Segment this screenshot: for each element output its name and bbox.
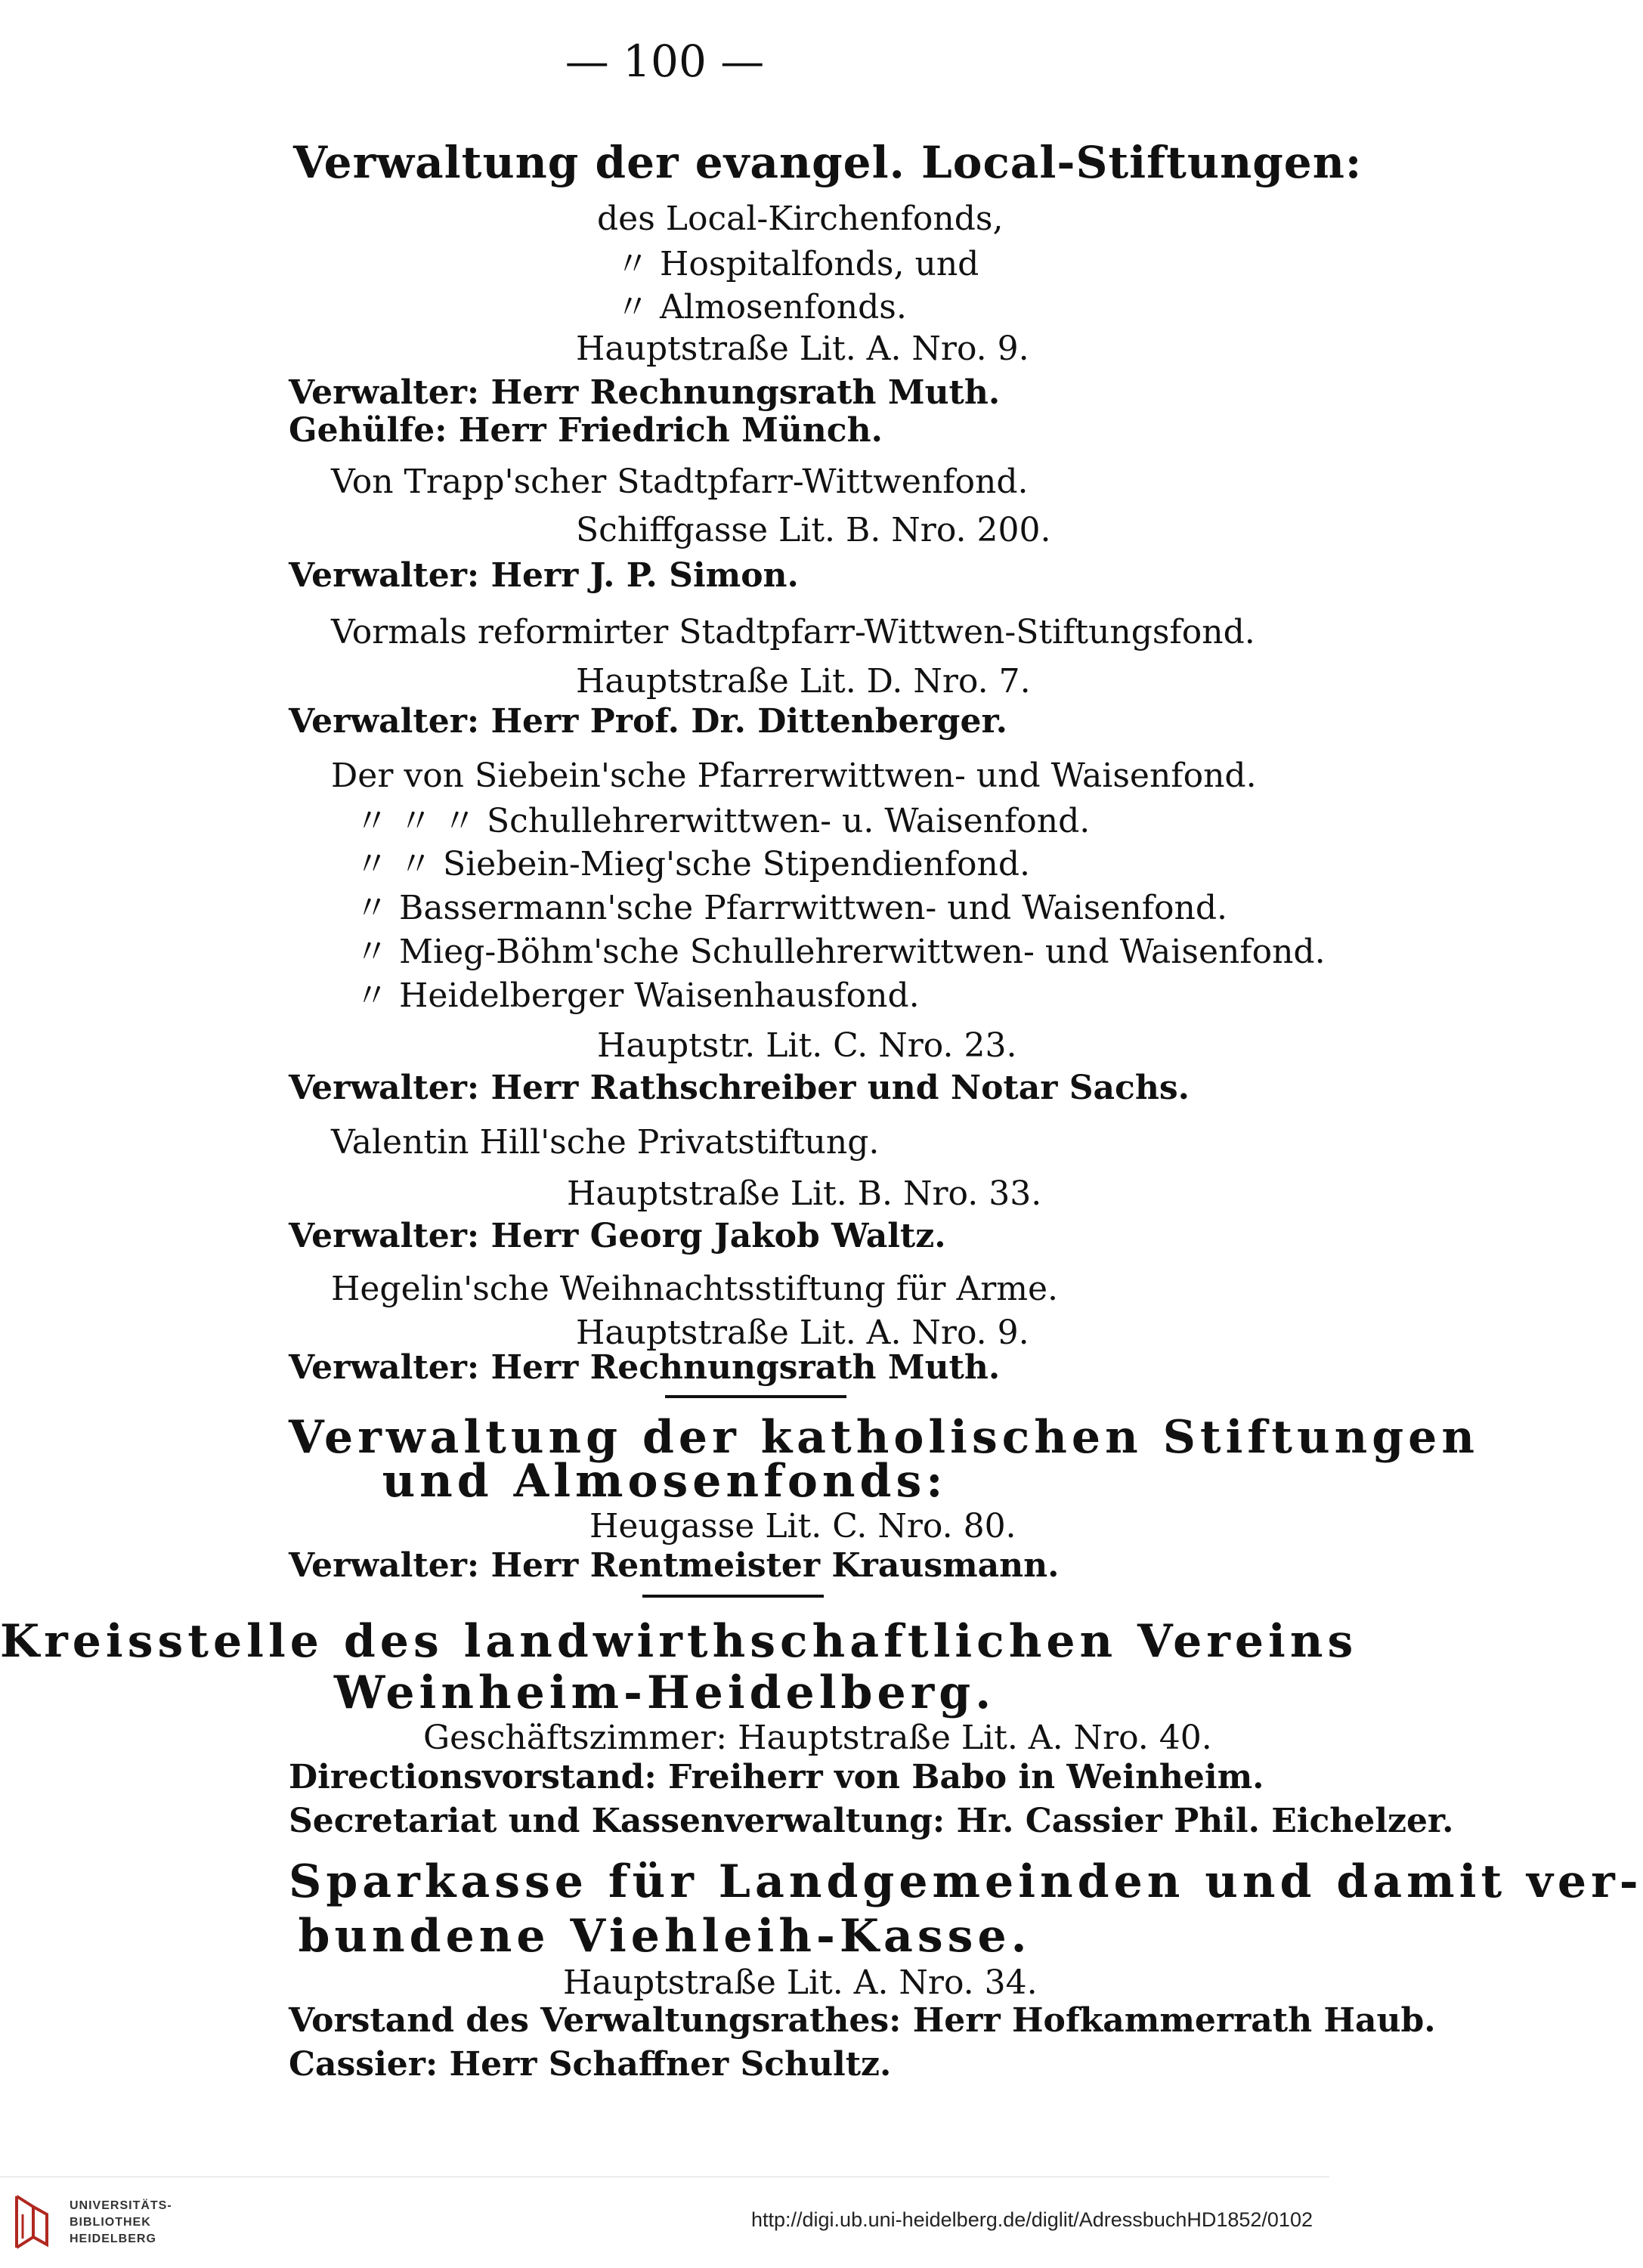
address-line: Heugasse Lit. C. Nro. 80. xyxy=(589,1507,1016,1546)
fund-line: Der von Siebein'sche Pfarrerwittwen- und Waisenfond. xyxy=(331,757,1257,795)
section-title-savings: Sparkasse für Landgemeinden und damit ver- xyxy=(289,1855,1643,1908)
address-line: Hauptstraße Lit. B. Nro. 33. xyxy=(567,1174,1042,1213)
address-line: Schiffgasse Lit. B. Nro. 200. xyxy=(576,511,1051,549)
address-line: Hauptstraße Lit. A. Nro. 34. xyxy=(563,1963,1038,2002)
assistant-line: Gehülfe: Herr Friedrich Münch. xyxy=(289,411,883,450)
fund-line: 〃 〃 〃 Schullehrerwittwen- u. Waisenfond. xyxy=(355,802,1091,840)
library-name-line1: UNIVERSITÄTS- xyxy=(70,2199,172,2212)
administrator-line: Verwalter: Herr J. P. Simon. xyxy=(289,556,799,595)
cashier-line: Cassier: Herr Schaffner Schultz. xyxy=(289,2045,892,2084)
address-line: Hauptstraße Lit. A. Nro. 9. xyxy=(576,1313,1029,1352)
fund-title-hill: Valentin Hill'sche Privatstiftung. xyxy=(331,1123,880,1162)
fund-line: 〃 Almosenfonds. xyxy=(616,288,907,326)
fund-line: 〃 〃 Siebein-Mieg'sche Stipendienfond. xyxy=(355,845,1031,883)
fund-line: 〃 Mieg-Böhm'sche Schullehrerwittwen- und Waisenfond. xyxy=(355,933,1326,971)
office-line: Geschäftszimmer: Hauptstraße Lit. A. Nro. 40. xyxy=(423,1719,1212,1757)
page-number: — 100 — xyxy=(565,36,765,87)
fund-line: 〃 Bassermann'sche Pfarrwittwen- und Waisenfond. xyxy=(355,889,1228,927)
administrator-line: Verwalter: Herr Prof. Dr. Dittenberger. xyxy=(289,702,1007,741)
administrator-line: Verwalter: Herr Georg Jakob Waltz. xyxy=(289,1217,946,1255)
director-line: Directionsvorstand: Freiherr von Babo in Weinheim. xyxy=(289,1758,1264,1796)
section-title-catholic: Verwaltung der katholischen Stiftungen xyxy=(289,1411,1479,1464)
administrator-line: Verwalter: Herr Rathschreiber und Notar Sachs. xyxy=(289,1069,1190,1107)
section-title-agricultural: Kreisstelle des landwirthschaftlichen Vereins xyxy=(0,1615,1358,1668)
address-line: Hauptstraße Lit. D. Nro. 7. xyxy=(576,662,1031,701)
section-title-evangelical: Verwaltung der evangel. Local-Stiftungen: xyxy=(293,137,1363,188)
section-title-catholic-cont: und Almosenfonds: xyxy=(382,1455,948,1508)
library-name-line2: BIBLIOTHEK xyxy=(70,2216,151,2229)
library-name-line3: HEIDELBERG xyxy=(70,2232,156,2245)
section-title-agricultural-cont: Weinheim-Heidelberg. xyxy=(333,1666,996,1719)
administrator-line: Verwalter: Herr Rentmeister Krausmann. xyxy=(289,1546,1060,1585)
board-line: Vorstand des Verwaltungsrathes: Herr Hofkammerrath Haub. xyxy=(289,2001,1436,2040)
source-url-link[interactable]: http://digi.ub.uni-heidelberg.de/diglit/AdressbuchHD1852/0102 xyxy=(750,2208,1313,2231)
divider xyxy=(665,1395,846,1398)
divider xyxy=(642,1595,824,1598)
fund-title-hegelin: Hegelin'sche Weihnachtsstiftung für Arme. xyxy=(331,1270,1059,1308)
administrator-line: Verwalter: Herr Rechnungsrath Muth. xyxy=(289,373,1001,412)
secretary-line: Secretariat und Kassenverwaltung: Hr. Cassier Phil. Eichelzer. xyxy=(289,1802,1454,1840)
fund-line: 〃 Hospitalfonds, und xyxy=(616,245,979,283)
fund-line: des Local-Kirchenfonds, xyxy=(597,200,1004,238)
section-title-savings-cont: bundene Viehleih-Kasse. xyxy=(298,1910,1032,1963)
fund-line: 〃 Heidelberger Waisenhausfond. xyxy=(355,976,920,1015)
fund-title-trapp: Von Trapp'scher Stadtpfarr-Wittwenfond. xyxy=(331,463,1029,501)
fund-title-reformed: Vormals reformirter Stadtpfarr-Wittwen-Stiftungsfond. xyxy=(331,613,1255,651)
library-logo-icon xyxy=(11,2192,53,2252)
administrator-line: Verwalter: Herr Rechnungsrath Muth. xyxy=(289,1348,1001,1387)
address-line: Hauptstraße Lit. A. Nro. 9. xyxy=(576,330,1029,368)
address-line: Hauptstr. Lit. C. Nro. 23. xyxy=(597,1026,1017,1065)
